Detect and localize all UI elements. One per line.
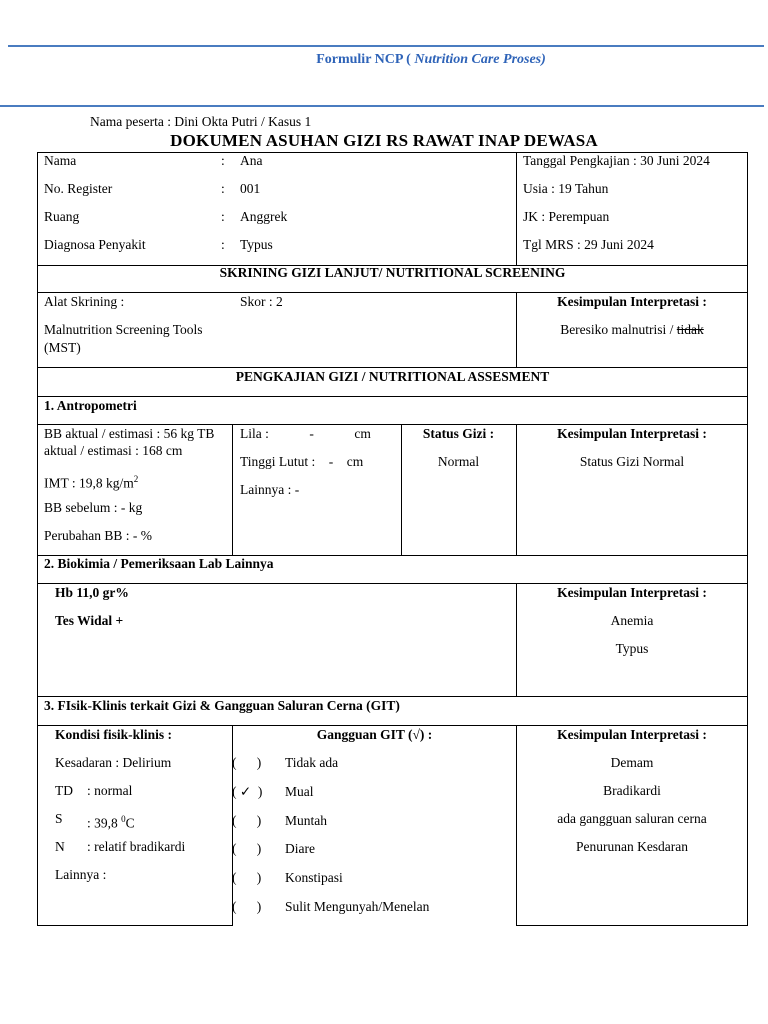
ruang-label: Ruang: [44, 209, 80, 224]
kesadaran: Kesadaran : Delirium: [55, 755, 172, 770]
screening-title: SKRINING GIZI LANJUT/ NUTRITIONAL SCREENING: [219, 265, 566, 280]
anthropometry-conclusion: Status Gizi Normal: [579, 454, 685, 469]
tanggal-mrs: Tgl MRS : 29 Juni 2024: [523, 237, 654, 252]
s-value: : 39,8 $^0$C: [87, 814, 135, 831]
divider: [516, 152, 517, 266]
git-label: Gangguan GIT (√) :: [316, 727, 433, 742]
git-checkbox-checked[interactable]: ( ✓ ): [232, 784, 263, 799]
ruang-value: Anggrek: [240, 209, 288, 224]
kondisi-fisik-label: Kondisi fisik-klinis :: [55, 727, 173, 742]
struck-option: tidak: [676, 322, 704, 337]
git-checkbox[interactable]: ( ): [232, 813, 262, 828]
git-checkbox[interactable]: ( ): [232, 841, 262, 856]
colon: :: [221, 209, 225, 224]
register-label: No. Register: [44, 181, 113, 196]
divider: [516, 424, 517, 556]
alat-skrining-value: Malnutrition Screening Tools: [44, 322, 203, 337]
clinical-title: 3. FIsik-Klinis terkait Gizi & Gangguan Saluran Cerna (GIT): [44, 698, 400, 713]
document-title: DOKUMEN ASUHAN GIZI RS RAWAT INAP DEWASA: [170, 131, 598, 150]
skor: Skor : 2: [240, 294, 283, 309]
n-value: : relatif bradikardi: [87, 839, 186, 854]
lainnya-fisik: Lainnya :: [55, 867, 107, 882]
clinical-conclusion-item: Bradikardi: [603, 783, 661, 798]
assessment-title: PENGKAJIAN GIZI / NUTRITIONAL ASSESMENT: [235, 369, 550, 384]
diagnosa-label: Diagnosa Penyakit: [44, 237, 146, 252]
git-checkbox[interactable]: ( ): [232, 755, 262, 770]
alat-skrining-value-2: (MST): [44, 340, 81, 355]
biochemistry-title: 2. Biokimia / Pemeriksaan Lab Lainnya: [44, 556, 274, 571]
anthropometry-conclusion-label: Kesimpulan Interpretasi :: [557, 426, 707, 441]
s-label: S: [55, 811, 63, 826]
clinical-conclusion-item: Demam: [610, 755, 654, 770]
biochemistry-conclusion-label: Kesimpulan Interpretasi :: [557, 585, 707, 600]
tb-aktual: aktual / estimasi : 168 cm: [44, 443, 183, 458]
divider: [401, 424, 402, 556]
git-checkbox[interactable]: ( ): [232, 870, 262, 885]
jenis-kelamin: JK : Perempuan: [523, 209, 610, 224]
screening-conclusion-label: Kesimpulan Interpretasi :: [557, 294, 707, 309]
nama-value: Ana: [240, 153, 263, 168]
divider: [232, 424, 233, 556]
tinggi-lutut: Tinggi Lutut : - cm: [240, 454, 364, 469]
diagnosa-value: Typus: [240, 237, 273, 252]
status-gizi-label: Status Gizi :: [422, 426, 495, 441]
clinical-conclusion-item: ada gangguan saluran cerna: [557, 811, 707, 826]
usia: Usia : 19 Tahun: [523, 181, 609, 196]
top-rule: [8, 45, 764, 47]
nama-label: Nama: [44, 153, 77, 168]
colon: :: [221, 181, 225, 196]
biochemistry-conclusion-item: Typus: [615, 641, 649, 656]
git-option-label: Diare: [285, 841, 315, 856]
screening-conclusion: Beresiko malnutrisi / tidak: [560, 322, 704, 337]
status-gizi-value: Normal: [437, 454, 480, 469]
colon: :: [221, 237, 225, 252]
git-option-label: Sulit Mengunyah/Menelan: [285, 899, 430, 914]
participant-name: Nama peserta : Dini Okta Putri / Kasus 1: [90, 114, 312, 129]
bb-sebelum: BB sebelum : - kg: [44, 500, 143, 515]
td-value: : normal: [87, 783, 133, 798]
register-value: 001: [240, 181, 261, 196]
form-header-title: Formulir NCP ( Nutrition Care Proses): [316, 52, 546, 67]
n-label: N: [55, 839, 65, 854]
biochemistry-conclusion-item: Anemia: [610, 613, 654, 628]
git-option-label: Konstipasi: [285, 870, 343, 885]
git-option-label: Muntah: [285, 813, 327, 828]
tanggal-pengkajian: Tanggal Pengkajian : 30 Juni 2024: [523, 153, 710, 168]
perubahan-bb: Perubahan BB : - %: [44, 528, 152, 543]
imt: IMT : 19,8 $kg/m^2$: [44, 474, 139, 491]
hb-value: Hb 11,0 gr%: [55, 585, 129, 600]
clinical-conclusion-label: Kesimpulan Interpretasi :: [557, 727, 707, 742]
git-option-label: Mual: [285, 784, 314, 799]
anthropometry-title: 1. Antropometri: [44, 398, 137, 413]
git-option-label: Tidak ada: [285, 755, 339, 770]
git-checkbox[interactable]: ( ): [232, 899, 262, 914]
lainnya: Lainnya : -: [240, 482, 300, 497]
td-label: TD: [55, 783, 73, 798]
lila: Lila : - cm: [240, 426, 371, 441]
header-rule: [0, 105, 764, 107]
colon: :: [221, 153, 225, 168]
bb-aktual: BB aktual / estimasi : 56 kg TB: [44, 426, 215, 441]
alat-skrining-label: Alat Skrining :: [44, 294, 125, 309]
clinical-conclusion-item: Penurunan Kesdaran: [575, 839, 689, 854]
widal-value: Tes Widal +: [55, 613, 124, 628]
